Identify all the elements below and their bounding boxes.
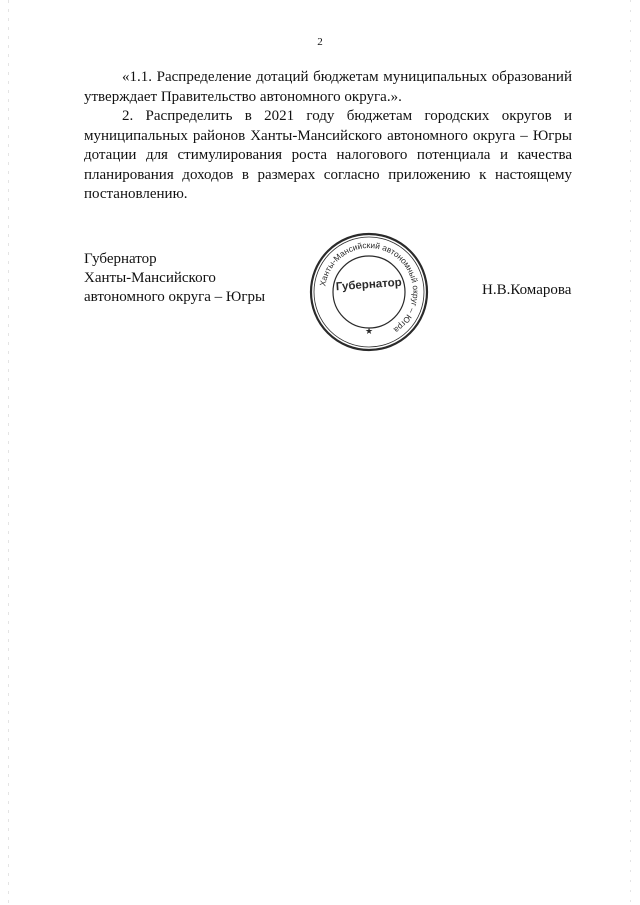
- seal-star-icon: ★: [364, 327, 374, 337]
- signature-position-line-1: Губернатор: [84, 251, 157, 267]
- signer-name: Н.В.Комарова: [482, 282, 572, 298]
- seal-center-text: Губернатор: [335, 276, 403, 294]
- scan-edge-right: [630, 0, 631, 905]
- page-number: 2: [317, 36, 323, 48]
- document-body: [84, 68, 572, 205]
- paragraph-1: «1.1. Распределение дотаций бюджетам муниципальных образований утверждает Правительство автономного округа.».: [84, 69, 572, 105]
- paragraph-2: 2. Распределить в 2021 году бюджетам городских округов и муниципальных районов Ханты-Мансийского автономного округа – Югры дотации для стимулирования роста налогового потенциала и качества планирования доходов в размерах согласно приложению к настоящему постановлению.: [84, 108, 572, 202]
- official-seal-stamp: [307, 230, 431, 354]
- seal-graphic: [307, 230, 431, 354]
- signature-position-line-2: Ханты-Мансийского: [84, 270, 216, 286]
- seal-ring-text: Ханты-Мансийский автономный округ – Югра: [317, 239, 422, 336]
- signature-position-line-3: автономного округа – Югры: [84, 289, 266, 305]
- signature-position: [84, 250, 265, 307]
- scan-edge-left: [8, 0, 9, 905]
